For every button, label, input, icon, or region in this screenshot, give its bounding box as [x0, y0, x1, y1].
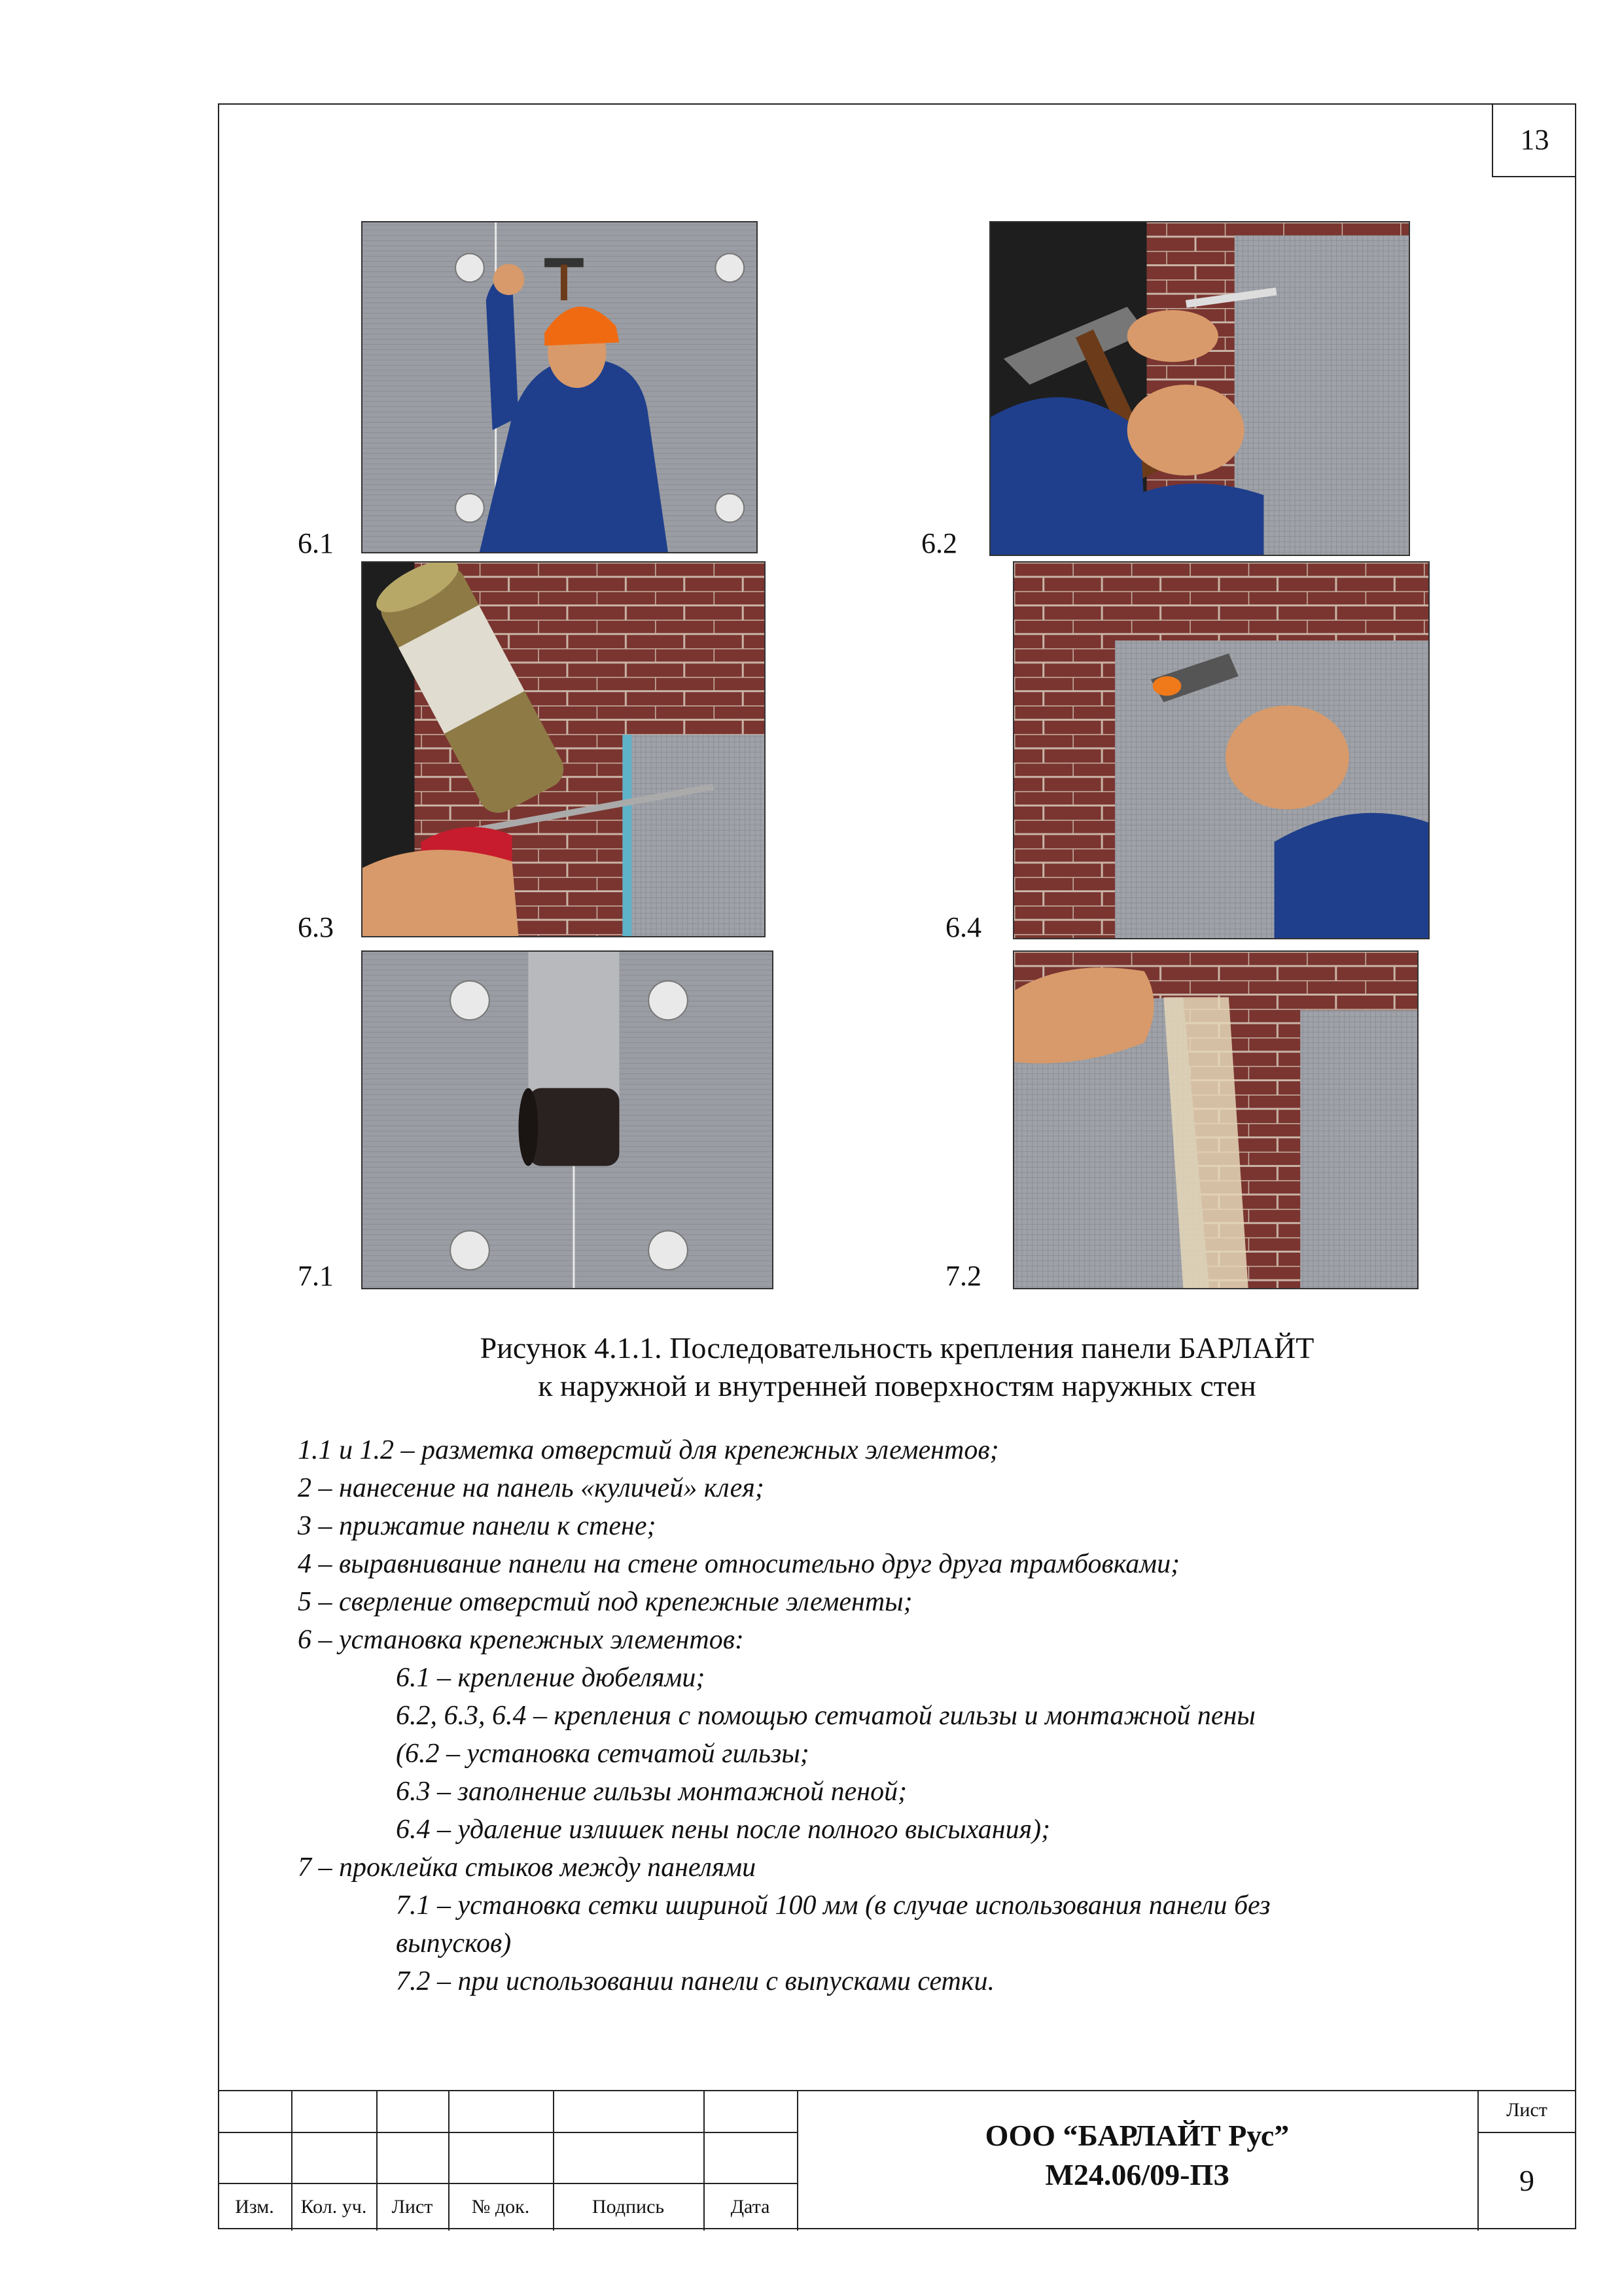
- legend-item: 7 – проклейка стыков между панелями: [298, 1852, 756, 1883]
- legend-item: 1.1 и 1.2 – разметка отверстий для крепежных элементов;: [298, 1435, 999, 1465]
- figure-label-6-3: 6.3: [298, 911, 334, 943]
- figure-6-1: [361, 221, 758, 553]
- legend-subitem: 6.2, 6.3, 6.4 – крепления с помощью сетчатой гильзы и монтажной пены: [396, 1701, 1256, 1731]
- title-block: [218, 2090, 1576, 2231]
- legend-item: 3 – прижатие панели к стене;: [298, 1511, 656, 1541]
- figure-6-4: [1013, 561, 1430, 939]
- figure-label-7-1: 7.1: [298, 1260, 334, 1292]
- document-code: М24.06/09-ПЗ: [1045, 2158, 1229, 2191]
- legend-subitem: выпусков): [396, 1928, 512, 1958]
- organization-name: ООО “БАРЛАЙТ Рус”: [985, 2119, 1290, 2152]
- figure-label-7-2: 7.2: [945, 1260, 981, 1292]
- figure-7-2: [1013, 950, 1419, 1289]
- legend-subitem: 6.4 – удаление излишек пены после полного высыхания);: [396, 1815, 1051, 1845]
- figure-label-6-2: 6.2: [921, 527, 957, 559]
- legend-subitem: 6.1 – крепление дюбелями;: [396, 1663, 705, 1693]
- figure-label-6-1: 6.1: [298, 527, 334, 559]
- figure-7-1: [361, 950, 773, 1289]
- legend-item: 5 – сверление отверстий под крепежные элементы;: [298, 1587, 913, 1617]
- sheet-number: 9: [1519, 2164, 1534, 2197]
- tb-header-kol: Кол. уч.: [300, 2196, 367, 2218]
- legend-subitem: 7.1 – установка сетки шириной 100 мм (в случае использования панели без: [396, 1890, 1271, 1921]
- caption-line-2: к наружной и внутренней поверхностям наружных стен: [538, 1369, 1256, 1402]
- tb-header-sign: Подпись: [591, 2196, 665, 2218]
- figure-legend: [298, 1431, 1271, 2000]
- organization-block: [797, 2116, 1477, 2195]
- figure-6-3: [361, 561, 766, 937]
- legend-subitem: (6.2 – установка сетчатой гильзы;: [396, 1739, 809, 1769]
- legend-subitem: 7.2 – при использовании панели с выпусками сетки.: [396, 1966, 995, 1996]
- legend-item: 2 – нанесение на панель «куличей» клея;: [298, 1473, 764, 1503]
- page-number: 13: [1492, 103, 1576, 177]
- legend-subitem: 6.3 – заполнение гильзы монтажной пеной;: [396, 1777, 908, 1807]
- tb-header-doc: № док.: [471, 2196, 530, 2218]
- sheet-label: Лист: [1506, 2099, 1547, 2121]
- figure-6-2: [989, 221, 1410, 556]
- tb-header-list: Лист: [391, 2196, 433, 2218]
- tb-row-line: [218, 2132, 797, 2133]
- legend-item: 6 – установка крепежных элементов:: [298, 1625, 744, 1655]
- tb-row-line: [1477, 2132, 1576, 2133]
- legend-item: 4 – выравнивание панели на стене относительно друг друга трамбовками;: [298, 1549, 1180, 1579]
- tb-header-date: Дата: [730, 2196, 770, 2218]
- figure-label-6-4: 6.4: [945, 911, 981, 943]
- tb-header-izm: Изм.: [235, 2196, 274, 2218]
- caption-line-1: Рисунок 4.1.1. Последовательность крепления панели БАРЛАЙТ: [480, 1331, 1315, 1365]
- tb-row-line: [218, 2183, 797, 2184]
- figure-caption: [218, 1329, 1576, 1405]
